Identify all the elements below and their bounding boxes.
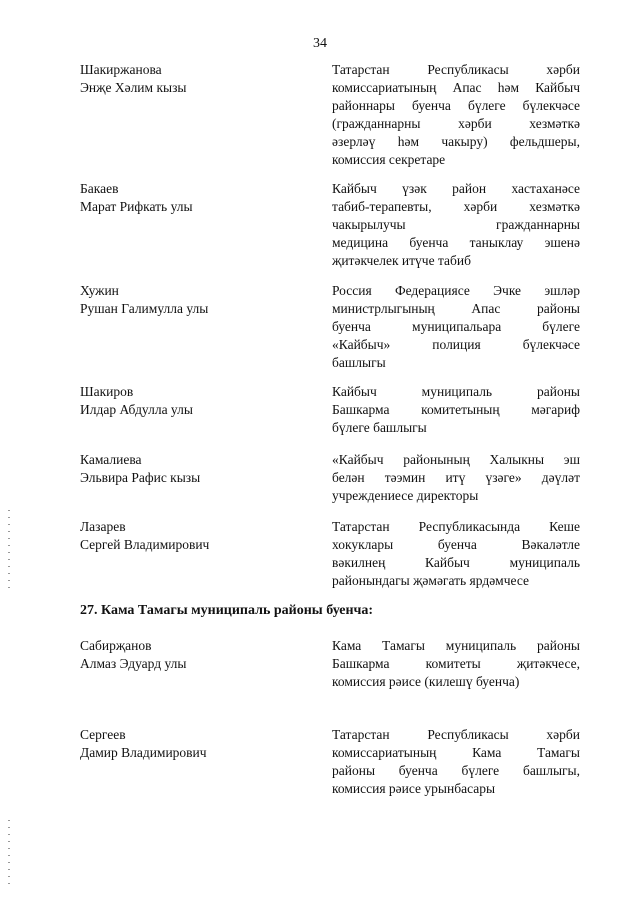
given-name: Сергей Владимирович <box>80 537 210 552</box>
member-name <box>80 518 310 554</box>
position-line: әзерләү һәм чакыру) фельдшеры, <box>332 134 580 149</box>
given-name: Эльвира Рафис кызы <box>80 470 201 485</box>
position-line: комиссия рәисе (килешү буенча) <box>332 674 520 689</box>
member-name <box>80 61 310 97</box>
member-name <box>80 451 310 487</box>
position-line: Россия Федерациясе Эчке эшләр <box>332 283 580 298</box>
given-name: Алмаз Эдуард улы <box>80 656 187 671</box>
position-line: Башкарма комитеты җитәкчесе, <box>332 656 580 671</box>
position-line: комиссариатының Кама Тамагы <box>332 745 580 760</box>
member-position <box>332 726 580 798</box>
position-line: Кайбыч муниципаль районы <box>332 384 580 399</box>
surname: Шакиржанова <box>80 62 162 77</box>
member-name <box>80 282 310 318</box>
position-line: медицина буенча таныклау эшенә <box>332 235 580 250</box>
member-name <box>80 637 310 673</box>
given-name: Рушан Галимулла улы <box>80 301 209 316</box>
position-line: «Кайбыч» полиция бүлекчәсе <box>332 337 580 352</box>
member-position <box>332 637 580 691</box>
position-line: Татарстан Республикасы хәрби <box>332 62 580 77</box>
member-position <box>332 451 580 505</box>
position-line: табиб-терапевты, хәрби хезмәткә <box>332 199 580 214</box>
position-line: министрлыгының Апас районы <box>332 301 580 316</box>
surname: Хужин <box>80 283 119 298</box>
member-position <box>332 518 580 590</box>
position-line: комиссия секретаре <box>332 152 446 167</box>
member-name <box>80 726 310 762</box>
position-line: чакырылучы гражданнарны <box>332 217 580 232</box>
page-number: 34 <box>313 36 327 51</box>
position-line: Татарстан Республикасында Кеше <box>332 519 580 534</box>
position-line: районындагы җәмәгать ярдәмчесе <box>332 573 529 588</box>
member-position <box>332 282 580 372</box>
position-line: комиссариатының Апас һәм Кайбыч <box>332 80 580 95</box>
position-line: Татарстан Республикасы хәрби <box>332 727 580 742</box>
position-line: (гражданнарны хәрби хезмәткә <box>332 116 580 131</box>
position-line: комиссия рәисе урынбасары <box>332 781 496 796</box>
member-position <box>332 61 580 169</box>
member-name <box>80 180 310 216</box>
position-line: Кайбыч үзәк район хастаханәсе <box>332 181 580 196</box>
section-heading: 27. Кама Тамагы муниципаль районы буенча: <box>80 603 374 618</box>
surname: Камалиева <box>80 452 142 467</box>
surname: Шакиров <box>80 384 134 399</box>
position-line: учреждениесе директоры <box>332 488 479 503</box>
surname: Сабирҗанов <box>80 638 152 653</box>
given-name: Илдар Абдулла улы <box>80 402 193 417</box>
surname: Лазарев <box>80 519 126 534</box>
position-line: белән тәэмин итү үзәге» дәүләт <box>332 470 580 485</box>
position-line: районнары буенча бүлеге бүлекчәсе <box>332 98 580 113</box>
given-name: Дамир Владимирович <box>80 745 207 760</box>
given-name: Энҗе Хәлим кызы <box>80 80 187 95</box>
member-position <box>332 383 580 437</box>
position-line: вәкилнең Кайбыч муниципаль <box>332 555 580 570</box>
position-line: җитәкчелек итүче табиб <box>332 253 471 268</box>
position-line: башлыгы <box>332 355 386 370</box>
position-line: Башкарма комитетының мәгариф <box>332 402 580 417</box>
position-line: Кама Тамагы муниципаль районы <box>332 638 580 653</box>
position-line: бүлеге башлыгы <box>332 420 427 435</box>
surname: Сергеев <box>80 727 126 742</box>
position-line: буенча муниципальара бүлеге <box>332 319 580 334</box>
position-line: хокуклары буенча Вәкаләтле <box>332 537 580 552</box>
position-line: районы буенча бүлеге башлыгы, <box>332 763 580 778</box>
binding-margin-dots <box>8 820 10 890</box>
surname: Бакаев <box>80 181 119 196</box>
position-line: «Кайбыч районының Халыкны эш <box>332 452 580 467</box>
member-name <box>80 383 310 419</box>
member-position <box>332 180 580 270</box>
binding-margin-dots <box>8 510 10 590</box>
given-name: Марат Рифкать улы <box>80 199 193 214</box>
